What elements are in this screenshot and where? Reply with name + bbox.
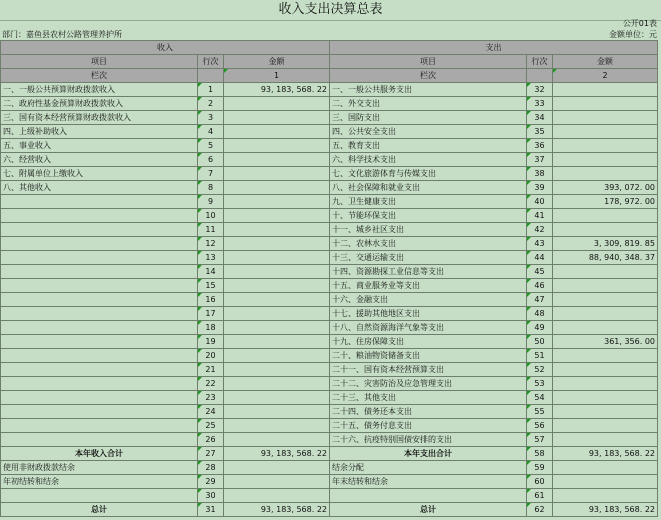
income-item-header: 项目	[1, 55, 198, 69]
table-row	[1, 335, 658, 349]
summary-row	[1, 489, 658, 503]
income-line-cell[interactable]: 24	[198, 405, 224, 419]
expense-line-cell[interactable]: 35	[527, 125, 553, 139]
expense-item-cell[interactable]: 十六、金融支出	[330, 293, 527, 307]
income-summary-item-cell[interactable]: 总计	[1, 503, 198, 517]
table-row	[1, 265, 658, 279]
income-line-cell[interactable]: 23	[198, 391, 224, 405]
expense-amount-cell[interactable]	[553, 391, 658, 405]
expense-amount-cell[interactable]	[553, 307, 658, 321]
expense-line-cell[interactable]: 47	[527, 293, 553, 307]
expense-amount-cell[interactable]	[553, 265, 658, 279]
income-item-cell[interactable]	[1, 419, 198, 433]
income-item-cell[interactable]	[1, 251, 198, 265]
expense-amount-cell[interactable]	[553, 111, 658, 125]
income-line-cell[interactable]: 17	[198, 307, 224, 321]
income-amount-cell[interactable]	[224, 307, 330, 321]
expense-line-cell[interactable]: 43	[527, 237, 553, 251]
expense-item-cell[interactable]: 十、节能环保支出	[330, 209, 527, 223]
expense-amount-cell[interactable]	[553, 419, 658, 433]
table-row	[1, 209, 658, 223]
income-line-cell[interactable]: 25	[198, 419, 224, 433]
expense-line-cell[interactable]: 52	[527, 363, 553, 377]
table-row	[1, 363, 658, 377]
summary-row	[1, 503, 658, 517]
income-line-cell[interactable]: 15	[198, 279, 224, 293]
expense-line-cell[interactable]: 41	[527, 209, 553, 223]
expense-item-cell[interactable]: 五、教育支出	[330, 139, 527, 153]
table-row	[1, 405, 658, 419]
income-summary-amount-cell[interactable]: 93, 183, 568. 22	[224, 447, 330, 461]
expense-item-cell[interactable]: 二、外交支出	[330, 97, 527, 111]
income-amount-cell[interactable]	[224, 363, 330, 377]
form-code: 公开01表	[622, 19, 657, 28]
income-item-cell[interactable]	[1, 377, 198, 391]
income-item-cell[interactable]: 七、附属单位上缴收入	[1, 167, 198, 181]
expense-summary-item-cell[interactable]: 结余分配	[330, 461, 527, 475]
income-line-cell[interactable]: 3	[198, 111, 224, 125]
income-amount-cell[interactable]	[224, 209, 330, 223]
expense-summary-line-cell[interactable]: 61	[527, 489, 553, 503]
expense-line-cell[interactable]: 57	[527, 433, 553, 447]
income-line-cell[interactable]: 1	[198, 83, 224, 97]
income-amount-cell[interactable]	[224, 195, 330, 209]
report-title: 收入支出决算总表	[0, 0, 661, 21]
income-amount-cell[interactable]	[224, 167, 330, 181]
table-row	[1, 349, 658, 363]
income-line-cell[interactable]: 14	[198, 265, 224, 279]
expense-amount-cell[interactable]	[553, 293, 658, 307]
expense-amount-cell[interactable]: 178, 972. 00	[553, 195, 658, 209]
expense-item-cell[interactable]: 九、卫生健康支出	[330, 195, 527, 209]
income-item-cell[interactable]	[1, 195, 198, 209]
expense-line-cell[interactable]: 50	[527, 335, 553, 349]
income-line-cell[interactable]: 2	[198, 97, 224, 111]
expense-column-number: 2	[553, 69, 658, 83]
expense-amount-cell[interactable]: 393, 072. 00	[553, 181, 658, 195]
expense-item-cell[interactable]: 十二、农林水支出	[330, 237, 527, 251]
column-number-row	[1, 69, 658, 83]
income-item-cell[interactable]	[1, 307, 198, 321]
expense-amount-cell[interactable]	[553, 125, 658, 139]
table-row	[1, 433, 658, 447]
expense-item-cell[interactable]: 二十六、抗疫特别国债安排的支出	[330, 433, 527, 447]
expense-summary-line-cell[interactable]: 59	[527, 461, 553, 475]
income-amount-cell[interactable]	[224, 153, 330, 167]
income-amount-cell[interactable]	[224, 335, 330, 349]
expense-amount-cell[interactable]	[553, 223, 658, 237]
table-row	[1, 321, 658, 335]
expense-line-cell[interactable]: 38	[527, 167, 553, 181]
expense-line-cell[interactable]: 56	[527, 419, 553, 433]
income-amount-cell[interactable]	[224, 265, 330, 279]
income-line-cell[interactable]: 18	[198, 321, 224, 335]
table-row	[1, 125, 658, 139]
expense-summary-item-cell[interactable]	[330, 489, 527, 503]
department-label: 部门：嘉鱼县农村公路管理养护所	[2, 30, 122, 39]
income-amount-cell[interactable]	[224, 433, 330, 447]
expense-item-cell[interactable]: 二十、粮油物资储备支出	[330, 349, 527, 363]
table-row	[1, 139, 658, 153]
expense-amount-cell[interactable]	[553, 97, 658, 111]
expense-amount-cell[interactable]	[553, 209, 658, 223]
income-item-cell[interactable]	[1, 237, 198, 251]
expense-summary-item-cell[interactable]: 总计	[330, 503, 527, 517]
expense-amount-cell[interactable]	[553, 279, 658, 293]
expense-line-cell[interactable]: 55	[527, 405, 553, 419]
expense-amount-cell[interactable]	[553, 405, 658, 419]
expense-line-cell[interactable]: 53	[527, 377, 553, 391]
income-item-cell[interactable]: 三、国有资本经营预算财政拨款收入	[1, 111, 198, 125]
income-amount-cell[interactable]	[224, 349, 330, 363]
income-column-label: 栏次	[1, 69, 198, 83]
expense-amount-cell[interactable]: 3, 309, 819. 85	[553, 237, 658, 251]
expense-amount-cell[interactable]	[553, 153, 658, 167]
table-row	[1, 167, 658, 181]
income-line-cell[interactable]: 20	[198, 349, 224, 363]
table-row	[1, 97, 658, 111]
income-line-cell[interactable]: 19	[198, 335, 224, 349]
expense-line-cell[interactable]: 33	[527, 97, 553, 111]
expense-amount-cell[interactable]	[553, 167, 658, 181]
income-summary-amount-cell[interactable]	[224, 461, 330, 475]
expense-line-cell[interactable]: 48	[527, 307, 553, 321]
expense-line-cell[interactable]: 42	[527, 223, 553, 237]
expense-summary-amount-cell[interactable]: 93, 183, 568. 22	[553, 503, 658, 517]
budget-table	[0, 40, 658, 517]
income-line-cell[interactable]: 11	[198, 223, 224, 237]
expense-column-label: 栏次	[330, 69, 527, 83]
income-amount-header: 金额	[224, 55, 330, 69]
expense-line-cell[interactable]: 37	[527, 153, 553, 167]
income-line-cell[interactable]: 22	[198, 377, 224, 391]
expense-line-cell[interactable]: 40	[527, 195, 553, 209]
table-row	[1, 111, 658, 125]
income-amount-cell[interactable]	[224, 237, 330, 251]
expense-item-cell[interactable]: 十九、住房保障支出	[330, 335, 527, 349]
income-item-cell[interactable]	[1, 433, 198, 447]
expense-amount-cell[interactable]	[553, 321, 658, 335]
expense-summary-line-cell[interactable]: 60	[527, 475, 553, 489]
summary-row	[1, 475, 658, 489]
income-line-cell[interactable]: 16	[198, 293, 224, 307]
table-row	[1, 251, 658, 265]
income-line-header: 行次	[198, 55, 224, 69]
income-amount-cell[interactable]: 93, 183, 568. 22	[224, 83, 330, 97]
expense-amount-cell[interactable]	[553, 83, 658, 97]
expense-summary-line-cell[interactable]: 62	[527, 503, 553, 517]
income-item-cell[interactable]	[1, 349, 198, 363]
expense-line-cell[interactable]: 45	[527, 265, 553, 279]
income-amount-cell[interactable]	[224, 97, 330, 111]
table-row	[1, 181, 658, 195]
income-line-cell[interactable]: 12	[198, 237, 224, 251]
income-item-cell[interactable]: 六、经营收入	[1, 153, 198, 167]
expense-line-cell[interactable]: 54	[527, 391, 553, 405]
table-row	[1, 279, 658, 293]
income-summary-item-cell[interactable]: 使用非财政拨款结余	[1, 461, 198, 475]
expense-line-cell[interactable]: 36	[527, 139, 553, 153]
table-row	[1, 293, 658, 307]
income-line-cell[interactable]: 7	[198, 167, 224, 181]
income-item-cell[interactable]	[1, 363, 198, 377]
income-item-cell[interactable]	[1, 405, 198, 419]
income-summary-item-cell[interactable]: 年初结转和结余	[1, 475, 198, 489]
income-header: 收入	[1, 41, 330, 55]
expense-line-cell[interactable]: 39	[527, 181, 553, 195]
income-summary-line-cell[interactable]: 27	[198, 447, 224, 461]
expense-item-header: 项目	[330, 55, 527, 69]
income-column-number: 1	[224, 69, 330, 83]
expense-amount-cell[interactable]	[553, 139, 658, 153]
income-amount-cell[interactable]	[224, 139, 330, 153]
expense-item-cell[interactable]: 八、社会保障和就业支出	[330, 181, 527, 195]
income-summary-item-cell[interactable]: 本年收入合计	[1, 447, 198, 461]
expense-summary-item-cell[interactable]: 本年支出合计	[330, 447, 527, 461]
income-amount-cell[interactable]	[224, 181, 330, 195]
expense-line-cell[interactable]: 49	[527, 321, 553, 335]
income-amount-cell[interactable]	[224, 251, 330, 265]
income-amount-cell[interactable]	[224, 321, 330, 335]
expense-item-cell[interactable]: 十七、援助其他地区支出	[330, 307, 527, 321]
unit-label: 金额单位：元	[609, 30, 657, 39]
expense-item-cell[interactable]: 三、国防支出	[330, 111, 527, 125]
income-amount-cell[interactable]	[224, 405, 330, 419]
income-line-cell[interactable]: 13	[198, 251, 224, 265]
income-summary-amount-cell[interactable]	[224, 489, 330, 503]
expense-summary-item-cell[interactable]: 年末结转和结余	[330, 475, 527, 489]
income-item-cell[interactable]: 四、上级补助收入	[1, 125, 198, 139]
expense-line-cell[interactable]: 44	[527, 251, 553, 265]
expense-item-cell[interactable]: 二十二、灾害防治及应急管理支出	[330, 377, 527, 391]
expense-item-cell[interactable]: 十四、资源勘探工业信息等支出	[330, 265, 527, 279]
expense-item-cell[interactable]: 十五、商业服务业等支出	[330, 279, 527, 293]
income-line-cell[interactable]: 9	[198, 195, 224, 209]
income-item-cell[interactable]	[1, 391, 198, 405]
expense-item-cell[interactable]: 十八、自然资源海洋气象等支出	[330, 321, 527, 335]
income-amount-cell[interactable]	[224, 125, 330, 139]
expense-item-cell[interactable]: 二十三、其他支出	[330, 391, 527, 405]
expense-amount-cell[interactable]: 361, 356. 00	[553, 335, 658, 349]
table-row	[1, 223, 658, 237]
expense-item-cell[interactable]: 四、公共安全支出	[330, 125, 527, 139]
table-row	[1, 307, 658, 321]
expense-line-cell[interactable]: 51	[527, 349, 553, 363]
income-summary-line-cell[interactable]: 29	[198, 475, 224, 489]
expense-line-cell[interactable]: 46	[527, 279, 553, 293]
table-row	[1, 391, 658, 405]
summary-row	[1, 447, 658, 461]
table-row	[1, 377, 658, 391]
income-summary-line-cell[interactable]: 30	[198, 489, 224, 503]
income-item-cell[interactable]: 八、其他收入	[1, 181, 198, 195]
income-item-cell[interactable]	[1, 209, 198, 223]
section-header-row	[1, 41, 658, 55]
income-line-cell[interactable]: 6	[198, 153, 224, 167]
expense-item-cell[interactable]: 一、一般公共服务支出	[330, 83, 527, 97]
income-line-cell[interactable]: 21	[198, 363, 224, 377]
expense-amount-header: 金额	[553, 55, 658, 69]
expense-item-cell[interactable]: 二十一、国有资本经营预算支出	[330, 363, 527, 377]
expense-summary-amount-cell[interactable]	[553, 489, 658, 503]
expense-summary-line-cell[interactable]: 58	[527, 447, 553, 461]
expense-line-cell[interactable]: 34	[527, 111, 553, 125]
income-item-cell[interactable]: 二、政府性基金预算财政拨款收入	[1, 97, 198, 111]
income-line-cell[interactable]: 8	[198, 181, 224, 195]
expense-item-cell[interactable]: 七、文化旅游体育与传媒支出	[330, 167, 527, 181]
income-summary-amount-cell[interactable]: 93, 183, 568. 22	[224, 503, 330, 517]
income-amount-cell[interactable]	[224, 223, 330, 237]
expense-item-cell[interactable]: 二十四、债务还本支出	[330, 405, 527, 419]
expense-summary-amount-cell[interactable]	[553, 475, 658, 489]
expense-header: 支出	[330, 41, 658, 55]
column-header-row	[1, 55, 658, 69]
table-row	[1, 419, 658, 433]
expense-amount-cell[interactable]	[553, 377, 658, 391]
income-item-cell[interactable]: 五、事业收入	[1, 139, 198, 153]
expense-item-cell[interactable]: 六、科学技术支出	[330, 153, 527, 167]
expense-summary-amount-cell[interactable]: 93, 183, 568. 22	[553, 447, 658, 461]
table-row	[1, 195, 658, 209]
income-summary-amount-cell[interactable]	[224, 475, 330, 489]
expense-item-cell[interactable]: 十一、城乡社区支出	[330, 223, 527, 237]
table-row	[1, 237, 658, 251]
expense-summary-amount-cell[interactable]	[553, 461, 658, 475]
expense-amount-cell[interactable]: 88, 940, 348. 37	[553, 251, 658, 265]
income-summary-line-cell[interactable]: 28	[198, 461, 224, 475]
income-amount-cell[interactable]	[224, 111, 330, 125]
income-item-cell[interactable]	[1, 321, 198, 335]
income-line-cell[interactable]: 4	[198, 125, 224, 139]
expense-item-cell[interactable]: 二十五、债务付息支出	[330, 419, 527, 433]
income-line-cell[interactable]: 5	[198, 139, 224, 153]
income-line-cell[interactable]: 26	[198, 433, 224, 447]
income-item-cell[interactable]	[1, 265, 198, 279]
income-line-cell[interactable]: 10	[198, 209, 224, 223]
expense-amount-cell[interactable]	[553, 349, 658, 363]
income-summary-item-cell[interactable]	[1, 489, 198, 503]
income-amount-cell[interactable]	[224, 377, 330, 391]
expense-line-header: 行次	[527, 55, 553, 69]
expense-amount-cell[interactable]	[553, 363, 658, 377]
income-amount-cell[interactable]	[224, 279, 330, 293]
expense-amount-cell[interactable]	[553, 433, 658, 447]
table-row	[1, 153, 658, 167]
income-amount-cell[interactable]	[224, 391, 330, 405]
income-amount-cell[interactable]	[224, 419, 330, 433]
income-summary-line-cell[interactable]: 31	[198, 503, 224, 517]
summary-row	[1, 461, 658, 475]
expense-line-cell[interactable]: 32	[527, 83, 553, 97]
income-item-cell[interactable]	[1, 279, 198, 293]
income-item-cell[interactable]	[1, 293, 198, 307]
expense-item-cell[interactable]: 十三、交通运输支出	[330, 251, 527, 265]
income-item-cell[interactable]	[1, 223, 198, 237]
income-item-cell[interactable]	[1, 335, 198, 349]
income-item-cell[interactable]: 一、一般公共预算财政拨款收入	[1, 83, 198, 97]
table-row	[1, 83, 658, 97]
income-amount-cell[interactable]	[224, 293, 330, 307]
